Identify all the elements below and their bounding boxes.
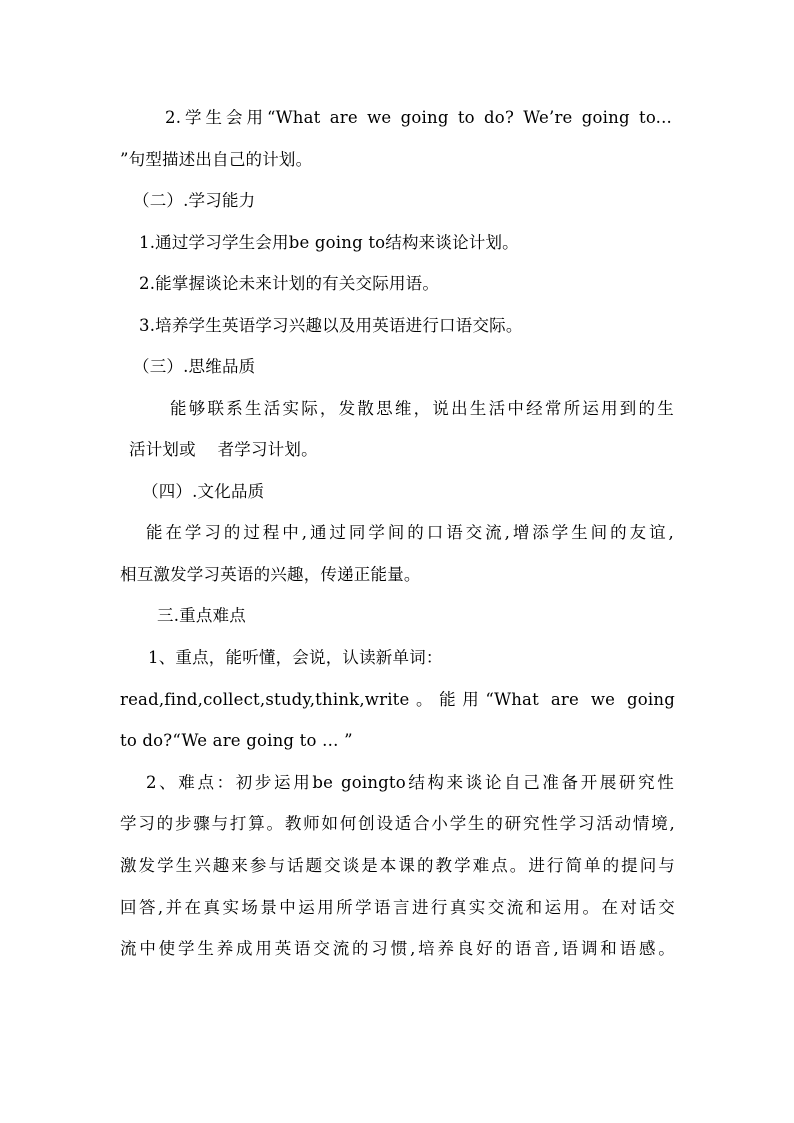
goal2-line-1: 2.学生会用“What are we going to do? We’re going to... bbox=[165, 108, 672, 127]
section-heading-thinking: （三）.思维品质 bbox=[133, 357, 256, 376]
ability-item-3: 3.培养学生英语学习兴趣以及用英语进行口语交际。 bbox=[139, 316, 523, 335]
section-heading-ability: （二）.学习能力 bbox=[133, 191, 256, 210]
section-heading-culture: （四）.文化品质 bbox=[142, 482, 265, 501]
key-point-line-1: 1、重点，能听懂，会说，认读新单词： bbox=[148, 648, 443, 667]
goal2-line-2: ”句型描述出自己的计划。 bbox=[120, 150, 313, 169]
ability-item-1: 1.通过学习学生会用be going to结构来谈论计划。 bbox=[139, 233, 519, 252]
ability-item-2: 2.能掌握谈论未来计划的有关交际用语。 bbox=[139, 274, 440, 293]
difficulty-line-5: 流中使学生养成用英语交流的习惯,培养良好的语音,语调和语感。 bbox=[120, 939, 675, 958]
thinking-line-1: 能够联系生活实际，发散思维，说出生活中经常所运用到的生 bbox=[170, 399, 674, 418]
difficulty-line-1: 2、难点：初步运用be goingto结构来谈论自己准备开展研究性 bbox=[146, 773, 674, 792]
difficulty-line-4: 回答,并在真实场景中运用所学语言进行真实交流和运用。在对话交 bbox=[120, 898, 675, 917]
thinking-line-2: 活计划或 者学习计划。 bbox=[129, 440, 318, 459]
difficulty-line-3: 激发学生兴趣来参与话题交谈是本课的教学难点。进行简单的提问与 bbox=[120, 856, 675, 875]
culture-line-1: 能在学习的过程中,通过同学间的口语交流,增添学生间的友谊, bbox=[146, 523, 674, 542]
difficulty-line-2: 学习的步骤与打算。教师如何创设适合小学生的研究性学习活动情境, bbox=[120, 814, 675, 833]
culture-line-2: 相互激发学习英语的兴趣，传递正能量。 bbox=[120, 565, 421, 584]
key-point-line-2: read,find,collect,study,think,write。能用“What are we going bbox=[120, 690, 675, 709]
section-heading-key-points: 三.重点难点 bbox=[157, 606, 246, 625]
key-point-line-3: to do?“We are going to … ” bbox=[120, 731, 353, 750]
